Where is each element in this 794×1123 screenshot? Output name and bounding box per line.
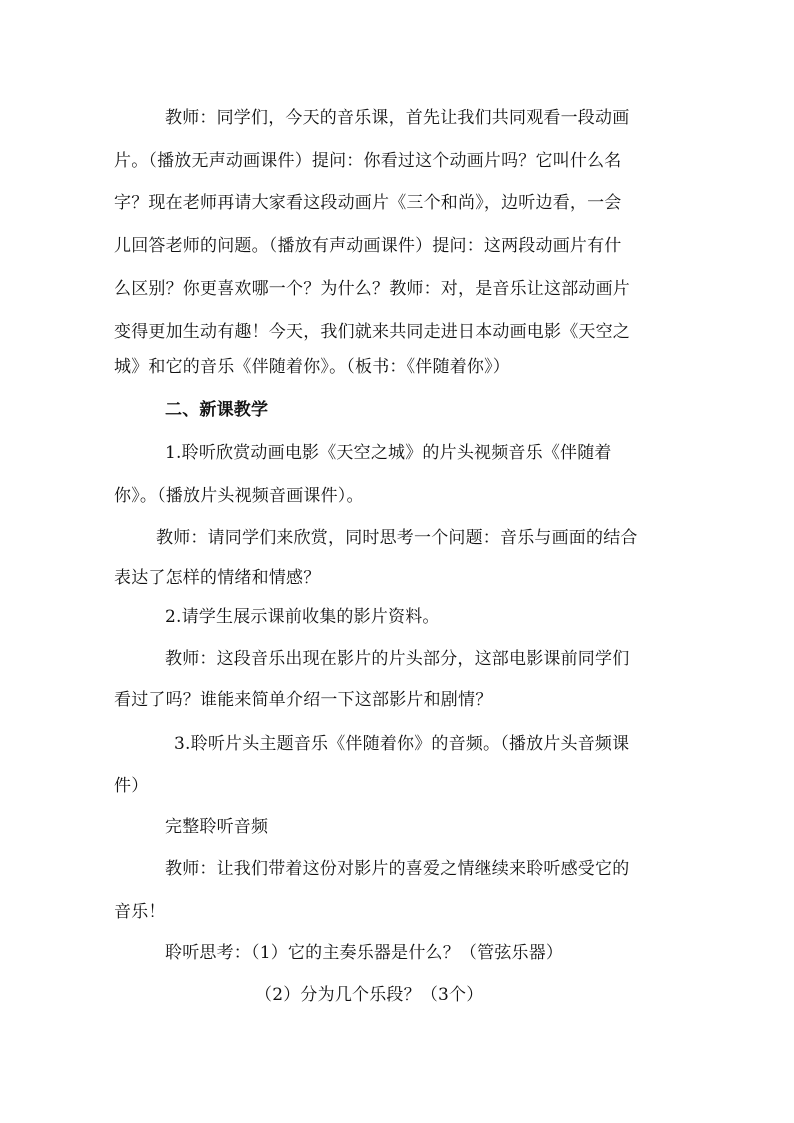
- question-line: 聆听思考：（1）它的主奏乐器是什么？（管弦乐器）: [165, 943, 564, 963]
- paragraph-line: 么区别？你更喜欢哪一个？为什么？教师：对，是音乐让这部动画片: [114, 279, 630, 299]
- paragraph-line: 字？现在老师再请大家看这段动画片《三个和尚》，边听边看，一会: [114, 193, 622, 213]
- paragraph-line: 件）: [114, 776, 149, 796]
- section-heading: 二、新课教学: [165, 400, 269, 420]
- paragraph-line: 你》。（播放片头视频音画课件）。: [114, 486, 364, 506]
- paragraph-line: 1.聆听欣赏动画电影《天空之城》的片头视频音乐《伴随着: [165, 443, 612, 463]
- paragraph-line: 表达了怎样的情绪和情感？: [114, 568, 321, 588]
- question-line: （2）分为几个乐段？（3个）: [255, 985, 484, 1005]
- paragraph-line: 教师：这段音乐出现在影片的片头部分，这部电影课前同学们: [165, 649, 630, 669]
- paragraph-line: 看过了吗？谁能来简单介绍一下这部影片和剧情？: [114, 690, 493, 710]
- paragraph-line: 3.聆听片头主题音乐《伴随着你》的音频。（播放片头音频课: [174, 734, 630, 754]
- paragraph-line: 教师：同学们，今天的音乐课，首先让我们共同观看一段动画: [165, 108, 630, 128]
- paragraph-line: 音乐！: [114, 902, 166, 922]
- paragraph-line: 片。（播放无声动画课件）提问：你看过这个动画片吗？它叫什么名: [114, 151, 622, 171]
- paragraph-line: 城》和它的音乐《伴随着你》。（板书：《伴随着你》）: [114, 357, 510, 377]
- paragraph-line: 儿回答老师的问题。（播放有声动画课件）提问：这两段动画片有什: [114, 236, 622, 256]
- paragraph-line: 教师：请同学们来欣赏，同时思考一个问题：音乐与画面的结合: [156, 528, 638, 548]
- paragraph-line: 2.请学生展示课前收集的影片资料。: [165, 607, 440, 627]
- paragraph-line: 教师：让我们带着这份对影片的喜爱之情继续来聆听感受它的: [165, 859, 630, 879]
- paragraph-line: 变得更加生动有趣！今天，我们就来共同走进日本动画电影《天空之: [114, 322, 630, 342]
- paragraph-line: 完整聆听音频: [165, 817, 269, 837]
